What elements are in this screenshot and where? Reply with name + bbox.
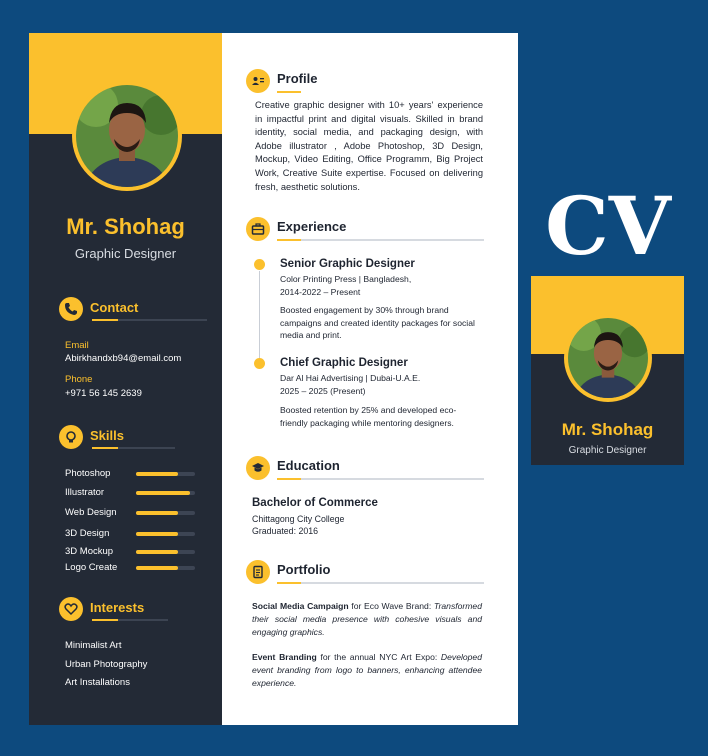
portfolio-item	[252, 600, 482, 638]
skill-level-fill	[136, 511, 178, 515]
interest-item: Minimalist Art	[65, 640, 122, 651]
interests-heading: Interests	[90, 600, 145, 615]
timeline-dot	[254, 259, 265, 270]
portfolio-item-title: Event Branding	[252, 652, 317, 662]
skill-level-fill	[136, 472, 178, 476]
phone-icon	[59, 297, 83, 321]
phone-label: Phone	[65, 374, 93, 385]
person-name: Mr. Shohag	[66, 214, 185, 239]
preview-card	[531, 276, 684, 465]
heart-icon	[59, 597, 83, 621]
job-company: Color Printing Press | Bangladesh,	[280, 274, 412, 284]
skill-level-bar	[136, 566, 195, 570]
divider	[92, 447, 175, 449]
portfolio-item	[252, 651, 482, 689]
skills-heading: Skills	[90, 428, 124, 443]
portfolio-item-client: for Eco Wave Brand:	[348, 601, 434, 611]
cv-badge-label: CV	[545, 180, 671, 270]
graduation-cap-icon	[246, 456, 270, 480]
portfolio-item-client: for the annual NYC Art Expo:	[316, 652, 441, 662]
skill-row	[65, 487, 200, 499]
timeline-line	[259, 271, 260, 365]
job-period: 2025 – 2025 (Present)	[280, 386, 366, 396]
interest-item: Art Installations	[65, 677, 130, 688]
divider	[277, 478, 484, 480]
timeline-dot	[254, 358, 265, 369]
email-value[interactable]: Abirkhandxb94@email.com	[65, 353, 182, 364]
job-title: Chief Graphic Designer	[280, 357, 408, 369]
phone-value[interactable]: +971 56 145 2639	[65, 388, 142, 399]
portfolio-heading: Portfolio	[277, 562, 331, 577]
interest-item: Urban Photography	[65, 659, 148, 670]
skill-row	[65, 546, 200, 558]
skill-name: 3D Design	[65, 528, 110, 539]
skill-name: Illustrator	[65, 487, 105, 498]
job-description: Boosted engagement by 30% through brand campaigns and created identity packages for social media and print.	[280, 305, 475, 340]
skill-row	[65, 562, 200, 574]
skill-name: 3D Mockup	[65, 546, 114, 557]
skill-level-fill	[136, 532, 178, 536]
email-label: Email	[65, 340, 89, 351]
skill-level-fill	[136, 550, 178, 554]
skill-level-bar	[136, 532, 195, 536]
skill-level-bar	[136, 511, 195, 515]
skill-name: Photoshop	[65, 468, 111, 479]
skill-level-fill	[136, 566, 178, 570]
education-section-header	[246, 456, 486, 480]
portfolio-item-description: Transformed their social media presence with cohesive visuals and engaging graphics.	[252, 601, 482, 637]
divider	[92, 319, 207, 321]
skill-row	[65, 528, 200, 540]
portfolio-section-header	[246, 560, 486, 584]
divider	[277, 582, 484, 584]
preview-title: Graphic Designer	[568, 445, 647, 456]
profile-text: Creative graphic designer with 10+ years' experience in impactful print and digital visuals. Skilled in brand identity, social media, and packaging design, with Adobe illustrator , Adobe Photoshop, 3D Design, Mockup, Video Editing, Office Programm, Big Project Work, Creative Suite expertise. Focused on delivering fresh, aesthetic solutions.	[255, 100, 483, 192]
contact-heading: Contact	[90, 300, 139, 315]
education-degree: Bachelor of Commerce	[252, 497, 378, 509]
education-graduated: Graduated: 2016	[252, 526, 319, 536]
skill-level-fill	[136, 491, 190, 495]
skill-level-bar	[136, 472, 195, 476]
job-period: 2014-2022 – Present	[280, 287, 361, 297]
document-icon	[246, 560, 270, 584]
portfolio-item-title: Social Media Campaign	[252, 601, 349, 611]
preview-name: Mr. Shohag	[561, 420, 654, 439]
profile-heading: Profile	[277, 71, 318, 86]
divider	[92, 619, 168, 621]
cv-badge-text	[538, 180, 678, 270]
cv-sheet	[29, 33, 518, 725]
job-description: Boosted retention by 25% and developed eco-friendly packaging while mentoring designers.	[280, 405, 457, 428]
experience-heading: Experience	[277, 219, 347, 234]
skill-row	[65, 507, 200, 519]
education-school: Chittagong City College	[252, 514, 345, 524]
person-title: Graphic Designer	[74, 246, 177, 261]
lightbulb-icon	[59, 425, 83, 449]
skill-name: Logo Create	[65, 562, 118, 573]
skill-level-bar	[136, 491, 195, 495]
job-title: Senior Graphic Designer	[280, 258, 415, 270]
user-card-icon	[246, 69, 270, 93]
avatar	[76, 85, 178, 187]
skill-name: Web Design	[65, 507, 117, 518]
preview-avatar	[568, 318, 648, 398]
job-company: Dar Al Hai Advertising | Dubai-U.A.E.	[280, 373, 421, 383]
profile-section-header	[246, 69, 486, 93]
skill-level-bar	[136, 550, 195, 554]
experience-section-header	[246, 217, 486, 241]
portfolio-item-description: Developed event branding from logo to banners, enhancing attendee experience.	[252, 652, 482, 688]
sidebar	[29, 33, 222, 725]
education-heading: Education	[277, 458, 340, 473]
divider	[277, 239, 484, 241]
skill-row	[65, 468, 200, 480]
briefcase-icon	[246, 217, 270, 241]
